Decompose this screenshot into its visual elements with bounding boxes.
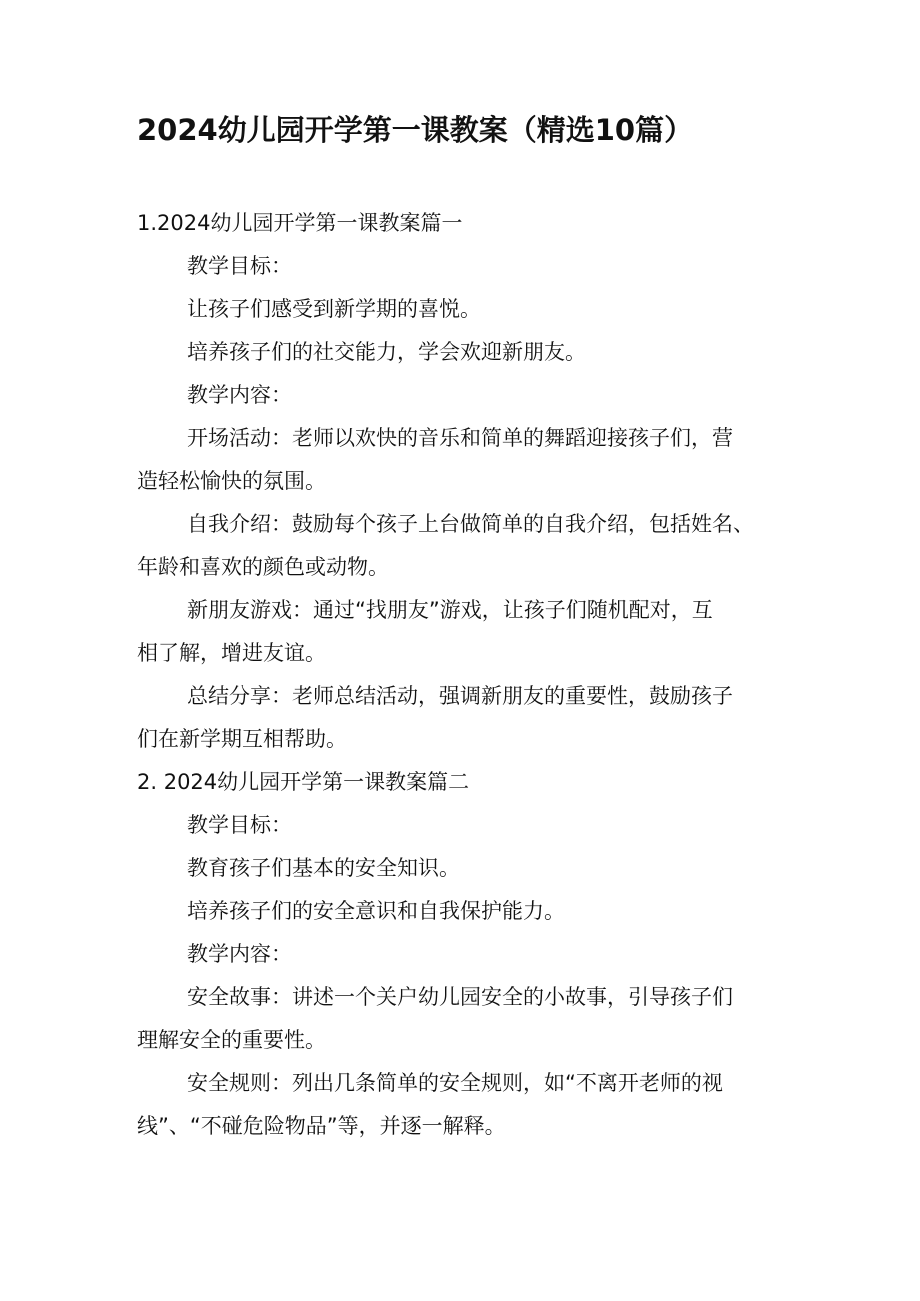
paragraph-line: 相了解，增进友谊。	[137, 641, 326, 665]
document-title: 2024幼儿园开学第一课教案（精选10篇）	[137, 113, 694, 147]
paragraph-line: 教学内容：	[187, 383, 292, 407]
section-heading: 2. 2024幼儿园开学第一课教案篇二	[137, 770, 470, 794]
paragraph-line: 自我介绍：鼓励每个孩子上台做简单的自我介绍，包括姓名、	[187, 512, 754, 536]
paragraph-line: 教学目标：	[187, 254, 292, 278]
paragraph-line: 年龄和喜欢的颜色或动物。	[137, 555, 389, 579]
paragraph-line: 开场活动：老师以欢快的音乐和简单的舞蹈迎接孩子们，营	[187, 426, 733, 450]
document-body	[137, 202, 787, 1148]
paragraph-line: 让孩子们感受到新学期的喜悦。	[187, 297, 481, 321]
section-heading: 1.2024幼儿园开学第一课教案篇一	[137, 211, 463, 235]
paragraph-line: 教学目标：	[187, 813, 292, 837]
paragraph-line: 培养孩子们的安全意识和自我保护能力。	[187, 899, 565, 923]
paragraph-line: 总结分享：老师总结活动，强调新朋友的重要性，鼓励孩子	[187, 684, 733, 708]
paragraph-line: 新朋友游戏：通过“找朋友”游戏，让孩子们随机配对，互	[187, 598, 713, 622]
paragraph-line: 教育孩子们基本的安全知识。	[187, 856, 460, 880]
paragraph-line: 安全规则：列出几条简单的安全规则，如“不离开老师的视	[187, 1071, 723, 1095]
paragraph-line: 们在新学期互相帮助。	[137, 727, 347, 751]
paragraph-line: 造轻松愉快的氛围。	[137, 469, 326, 493]
paragraph-line: 线”、“不碰危险物品”等，并逐一解释。	[137, 1114, 506, 1138]
paragraph-line: 理解安全的重要性。	[137, 1028, 326, 1052]
paragraph-line: 安全故事：讲述一个关户幼儿园安全的小故事，引导孩子们	[187, 985, 733, 1009]
paragraph-line: 培养孩子们的社交能力，学会欢迎新朋友。	[187, 340, 586, 364]
paragraph-line: 教学内容：	[187, 942, 292, 966]
